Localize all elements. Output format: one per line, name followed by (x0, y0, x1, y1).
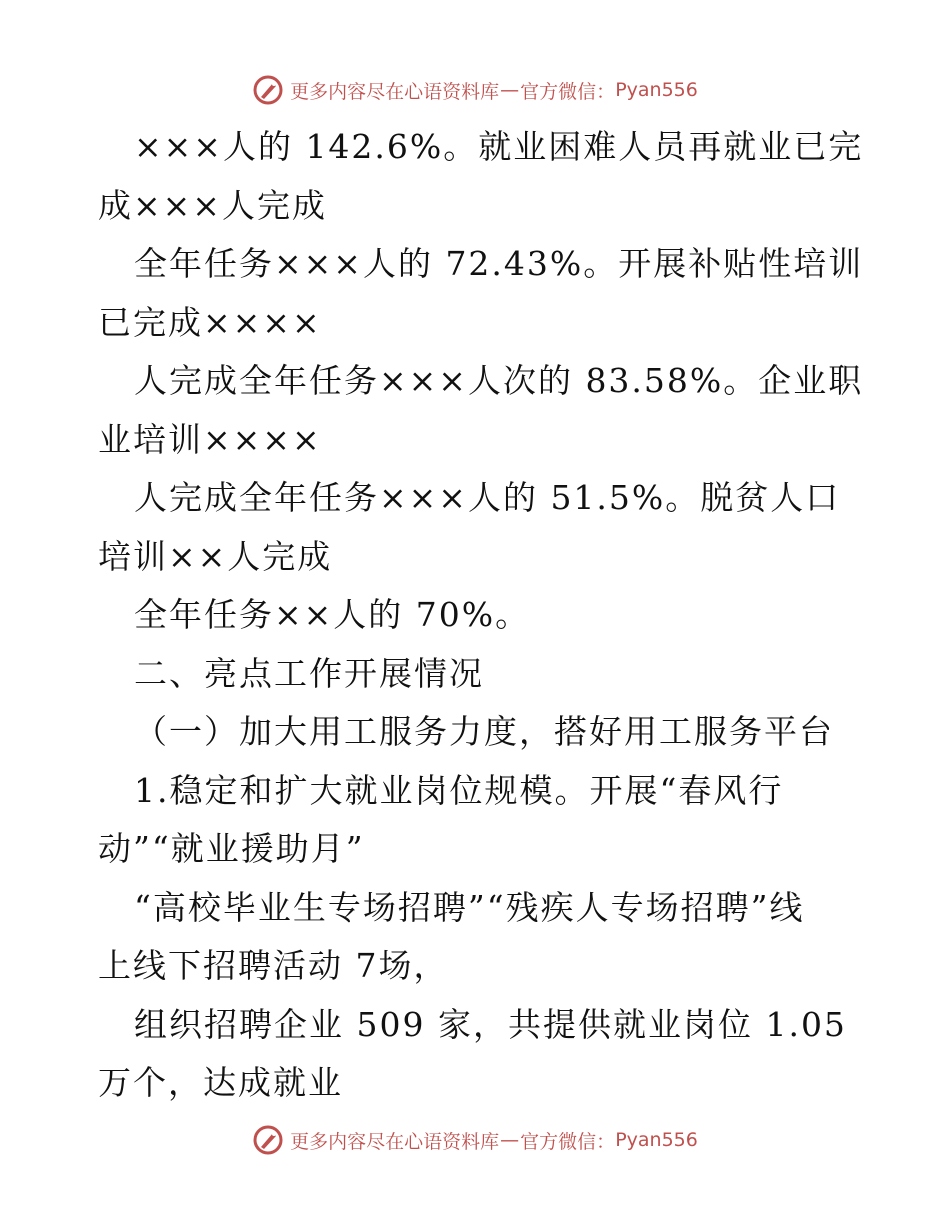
paragraph-line: 1.稳定和扩大就业岗位规模。开展“春风行 (134, 770, 784, 810)
pen-logo-icon (252, 1124, 284, 1156)
subsection-heading: （一）加大用工服务力度，搭好用工服务平台 (134, 712, 834, 751)
paragraph-line: 成×××人完成 (98, 185, 327, 225)
pen-logo-icon (252, 74, 284, 106)
paragraph-line: 培训××人完成 (98, 536, 333, 576)
header-watermark (0, 72, 950, 108)
watermark-wechat-id: Pyan556 (615, 1129, 698, 1151)
document-body (98, 118, 864, 1113)
paragraph-line: 人完成全年任务×××人次的 83.58%。企业职 (134, 361, 864, 400)
paragraph-line: 上线下招聘活动 7场， (98, 946, 449, 985)
paragraph-line: 业培训×××× (98, 419, 322, 459)
paragraph-line: 全年任务××人的 70%。 (134, 595, 531, 634)
watermark-separator: — (500, 79, 520, 101)
section-heading: 二、亮点工作开展情况 (134, 653, 484, 693)
paragraph-line: 已完成×××× (98, 302, 322, 342)
paragraph-line: 全年任务×××人的 72.43%。开展补贴性培训 (134, 244, 864, 283)
watermark-official: 官方微信： (520, 1130, 616, 1153)
watermark-brand: 更多内容尽在心语资料库 (290, 1130, 500, 1153)
watermark-official: 官方微信： (520, 80, 616, 103)
footer-watermark (0, 1122, 950, 1158)
paragraph-line: 动”“就业援助月” (98, 829, 365, 868)
paragraph-line: 组织招聘企业 509 家，共提供就业岗位 1.05 (134, 1004, 847, 1044)
paragraph-line: “高校毕业生专场招聘”“残疾人专场招聘”线 (134, 887, 805, 927)
watermark-separator: — (500, 1129, 520, 1151)
paragraph-line: 万个，达成就业 (98, 1063, 343, 1102)
watermark-brand: 更多内容尽在心语资料库 (290, 80, 500, 103)
paragraph-line: 人完成全年任务×××人的 51.5%。脱贫人口 (134, 478, 841, 517)
watermark-wechat-id: Pyan556 (615, 79, 698, 101)
paragraph-line: ×××人的 142.6%。就业困难人员再就业已完 (134, 127, 864, 166)
